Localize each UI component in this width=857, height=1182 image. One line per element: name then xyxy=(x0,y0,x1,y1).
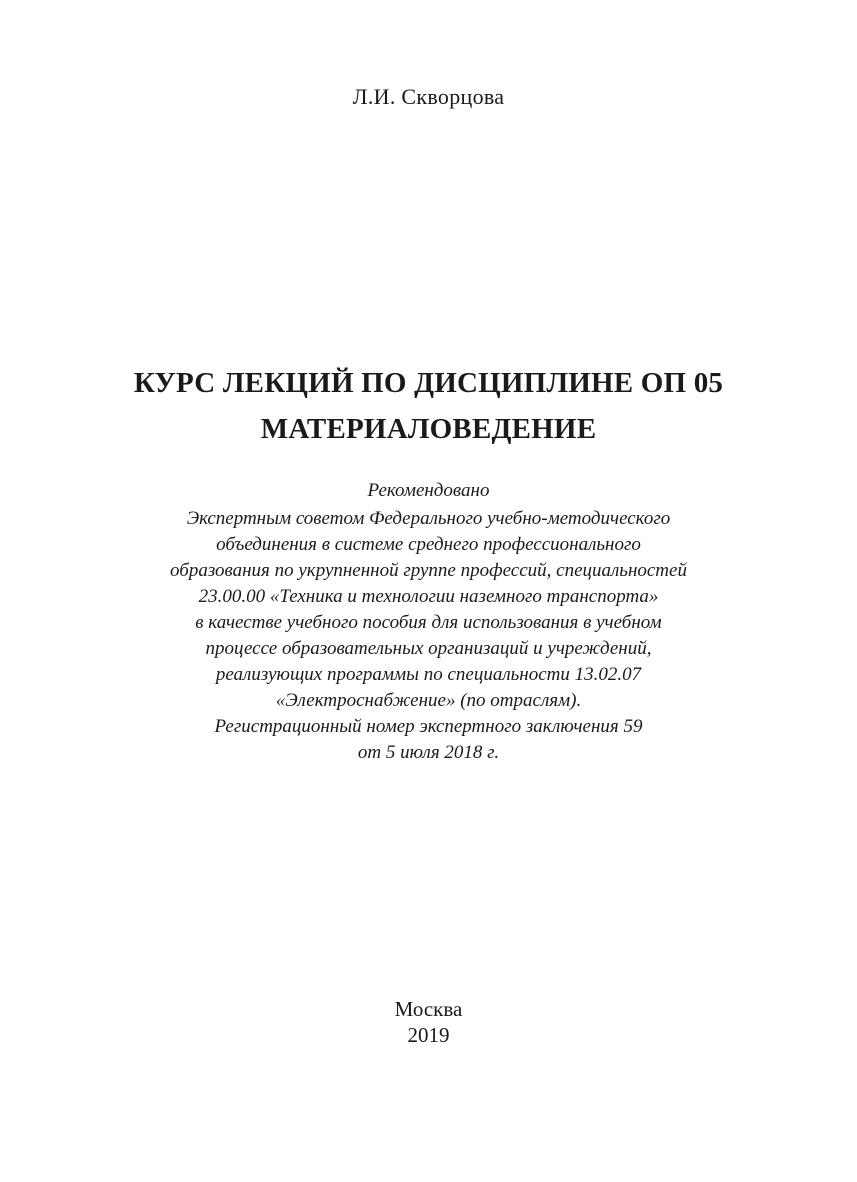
author-name: Л.И. Скворцова xyxy=(352,84,505,109)
recommendation-block xyxy=(60,476,797,766)
imprint-city: Москва xyxy=(394,997,463,1021)
imprint xyxy=(0,996,857,1048)
book-title xyxy=(0,360,857,452)
title-line-1: КУРС ЛЕКЦИЙ ПО ДИСЦИПЛИНЕ ОП 05 xyxy=(133,367,724,399)
recommendation-line: объединения в системе среднего профессионального xyxy=(216,534,641,555)
recommendation-heading: Рекомендовано xyxy=(367,480,490,501)
imprint-year: 2019 xyxy=(407,1023,450,1047)
recommendation-line: Экспертным советом Федерального учебно-методического xyxy=(186,508,671,529)
recommendation-line: процессе образовательных организаций и учреждений, xyxy=(205,638,652,659)
title-line-2: МАТЕРИАЛОВЕДЕНИЕ xyxy=(260,413,597,445)
recommendation-line: реализующих программы по специальности 13.02.07 xyxy=(215,664,642,685)
recommendation-line: «Электроснабжение» (по отраслям). xyxy=(275,690,582,711)
recommendation-line: в качестве учебного пособия для использования в учебном xyxy=(195,612,662,633)
recommendation-line: от 5 июля 2018 г. xyxy=(357,742,500,763)
recommendation-line: образования по укрупненной группе профессий, специальностей xyxy=(170,560,687,581)
recommendation-line: Регистрационный номер экспертного заключения 59 xyxy=(214,716,643,737)
recommendation-line: 23.00.00 «Техника и технологии наземного транспорта» xyxy=(198,586,659,607)
